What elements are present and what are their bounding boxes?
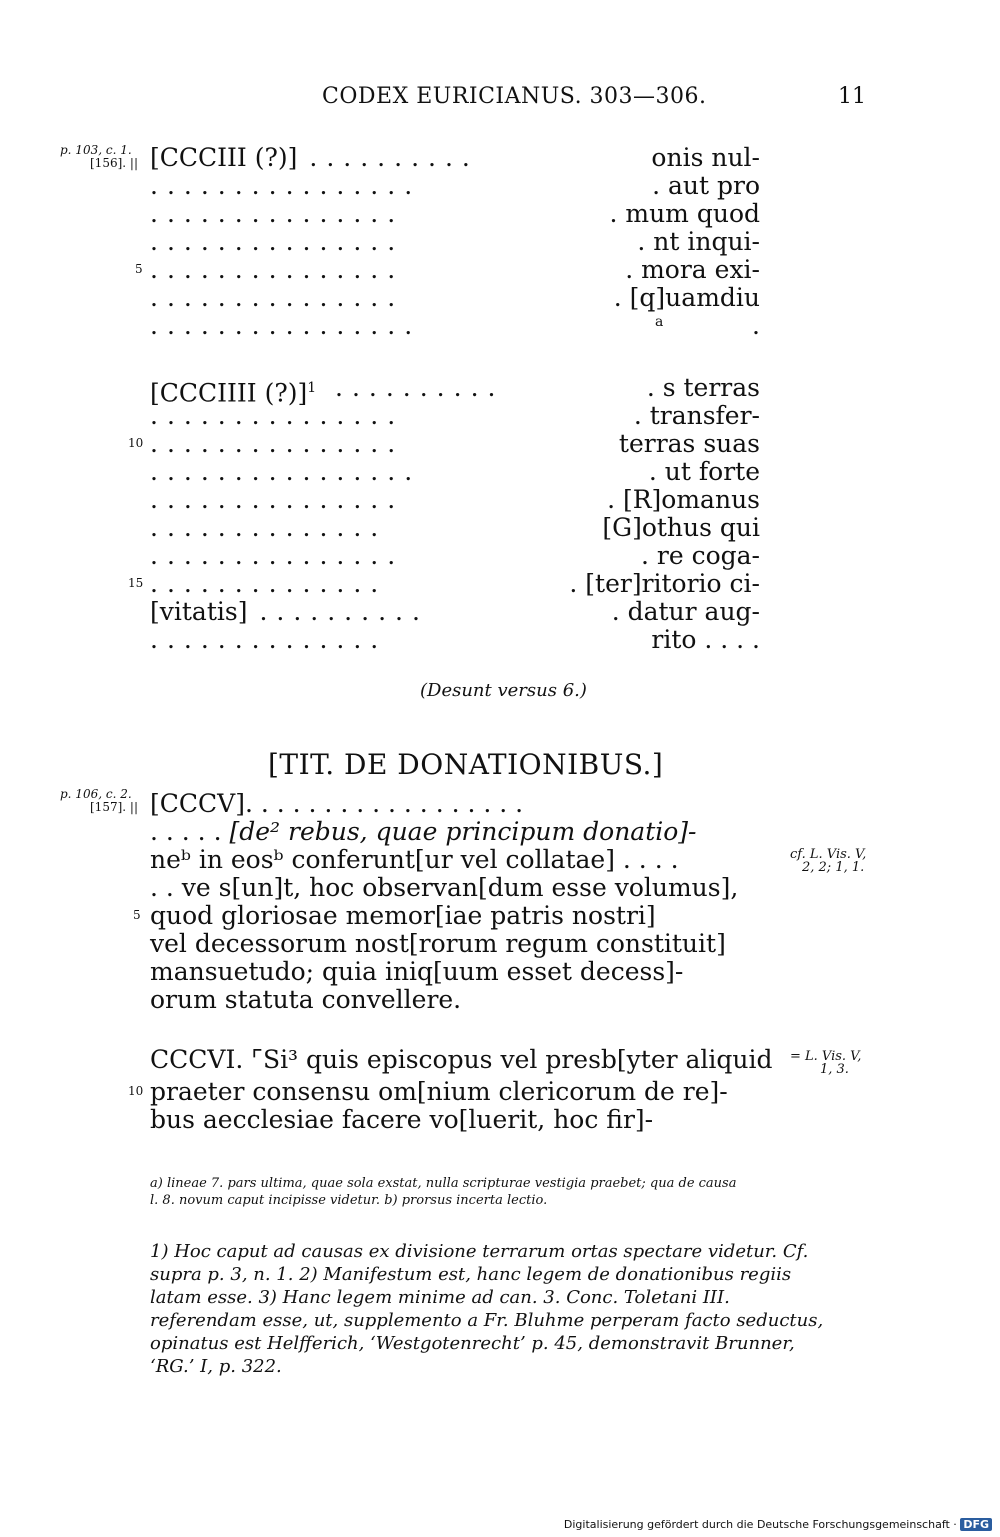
line-text: terras suas [618,429,760,458]
line-text: [G]othus qui [602,513,760,542]
line-number: 15 [128,576,144,590]
lacuna-dots: .......... [309,143,479,172]
running-title: CODEX EURICIANUS. 303—306. [322,84,707,109]
lacuna-dots: ............... [150,283,405,312]
line-text: . aut pro [652,171,760,200]
line-text: . s terras [646,373,760,402]
line-text: . [q]uamdiu [613,283,760,312]
lacuna-dots: .............. [150,625,388,654]
lacuna-dots: ............... [150,485,405,514]
line-text: . re coga- [641,541,760,570]
text-line [150,570,760,598]
lacuna-dots: ............... [150,429,405,458]
chapter-heading: [CCCIIII (?)]$^1$ [150,378,317,408]
lacuna-note: (Desunt versus 6.) [420,680,587,701]
text-line: vel decessorum nost[rorum regum constituit] [150,929,726,958]
lacuna-dots: ............... [150,227,405,256]
lacuna-dots: ............... [150,401,405,430]
text-line [150,200,760,228]
text-line [335,374,760,402]
text-line: bus aecclesiae facere vo[luerit, hoc fir]- [150,1105,654,1134]
lacuna-dots: ................ [150,457,422,486]
text-line [150,172,760,200]
title-heading: [TIT. DE DONATIONIBUS.] [268,748,664,781]
side-reference: = L. Vis. V, 1, 3. [790,1049,862,1077]
text-line [150,228,760,256]
footnote-ref: 1 [307,380,317,396]
line-number: 5 [133,908,141,922]
line-text: . datur aug- [611,597,760,626]
line-text: rito . . . . [651,625,760,654]
line-text: . [752,311,760,340]
side-reference: cf. L. Vis. V, 2, 2; 1, 1. [790,847,867,875]
text-line [150,626,760,654]
lacuna-dots: ................ [150,171,422,200]
lacuna-dots: ............... [150,199,405,228]
line-number: 10 [128,1084,144,1098]
chapter-number: [CCCIII (?)] [150,143,298,172]
text-line: orum statuta convellere. [150,985,462,1014]
line-number: 5 [135,262,143,276]
text-line [150,486,760,514]
dfg-logo: DFG [960,1518,992,1531]
text-line: quod gloriosae memor[iae patris nostri] [150,901,656,930]
margin-reference: p. 106, c. 2. [157]. || [60,787,138,814]
note-mark: a [655,314,664,330]
lacuna-dots: .............. [150,513,388,542]
lacuna-dots: .............. [150,569,388,598]
line-text: . [R]omanus [607,485,760,514]
text-line [150,514,760,542]
text-line [150,430,760,458]
line-text: . mora exi- [625,255,760,284]
text-line: mansuetudo; quia iniq[uum esset decess]- [150,957,684,986]
lacuna-dots: ............... [150,255,405,284]
line-text: . nt inqui- [637,227,760,256]
text-line: praeter consensu om[nium clericorum de re]- [150,1077,728,1106]
text-line: CCCVI. ⌜Si³ quis episcopus vel presb[yter aliquid [150,1045,773,1074]
text-line [150,312,760,340]
text-line: . . ve s[un]t, hoc observan[dum esse volumus], [150,873,739,902]
line-text: . transfer- [633,401,760,430]
line-number: 10 [128,436,144,450]
line-prefix: [vitatis] [150,597,248,626]
page-number: 11 [838,84,866,109]
digitization-credit: Digitalisierung gefördert durch die Deutsche Forschungsgemeinschaft · DFG [564,1518,992,1531]
line-text: . ut forte [648,457,760,486]
text-line [150,458,760,486]
text-line [150,402,760,430]
footnotes: 1) Hoc caput ad causas ex divisione terrarum ortas spectare videtur. Cf. supra p. 3, n. 1. 2) Manifestum est, hanc legem de donationibus regiis latam esse. 3) Hanc legem minime ad can. 3. Conc. Toletani III. referendam esse, ut, supplemento a Fr. Bluhme perperam facto seductus, opinatus est Helfferich, ‘Westgotenrecht’ p. 45, demonstravit Brunner, ‘RG.’ I, p. 322. [150,1241,824,1377]
lacuna-dots: ............... [150,541,405,570]
apparatus-notes: a) lineae 7. pars ultima, quae sola exstat, nulla scripturae vestigia praebet; qua de causa l. 8. novum caput incipisse videtur. b) prorsus incerta lectio. [150,1176,737,1208]
text-line [150,542,760,570]
line-text: . mum quod [609,199,760,228]
lacuna-dots: .......... [335,373,505,402]
line-text: onis nul- [651,143,760,172]
margin-reference: p. 103, c. 1. [156]. || [60,143,138,170]
text-line: neᵇ in eosᵇ conferunt[ur vel collatae] . . . . [150,845,679,874]
text-line: . . . . . [de² rebus, quae principum donatio]- [150,817,697,846]
line-text: . [ter]ritorio ci- [569,569,760,598]
lacuna-dots: .......... [259,597,429,626]
text-line [150,284,760,312]
text-line [150,598,760,626]
text-line [150,144,760,172]
text-line: [CCCV]. . . . . . . . . . . . . . . . . . [150,789,524,818]
text-line [150,256,760,284]
lacuna-dots: ................ [150,311,422,340]
